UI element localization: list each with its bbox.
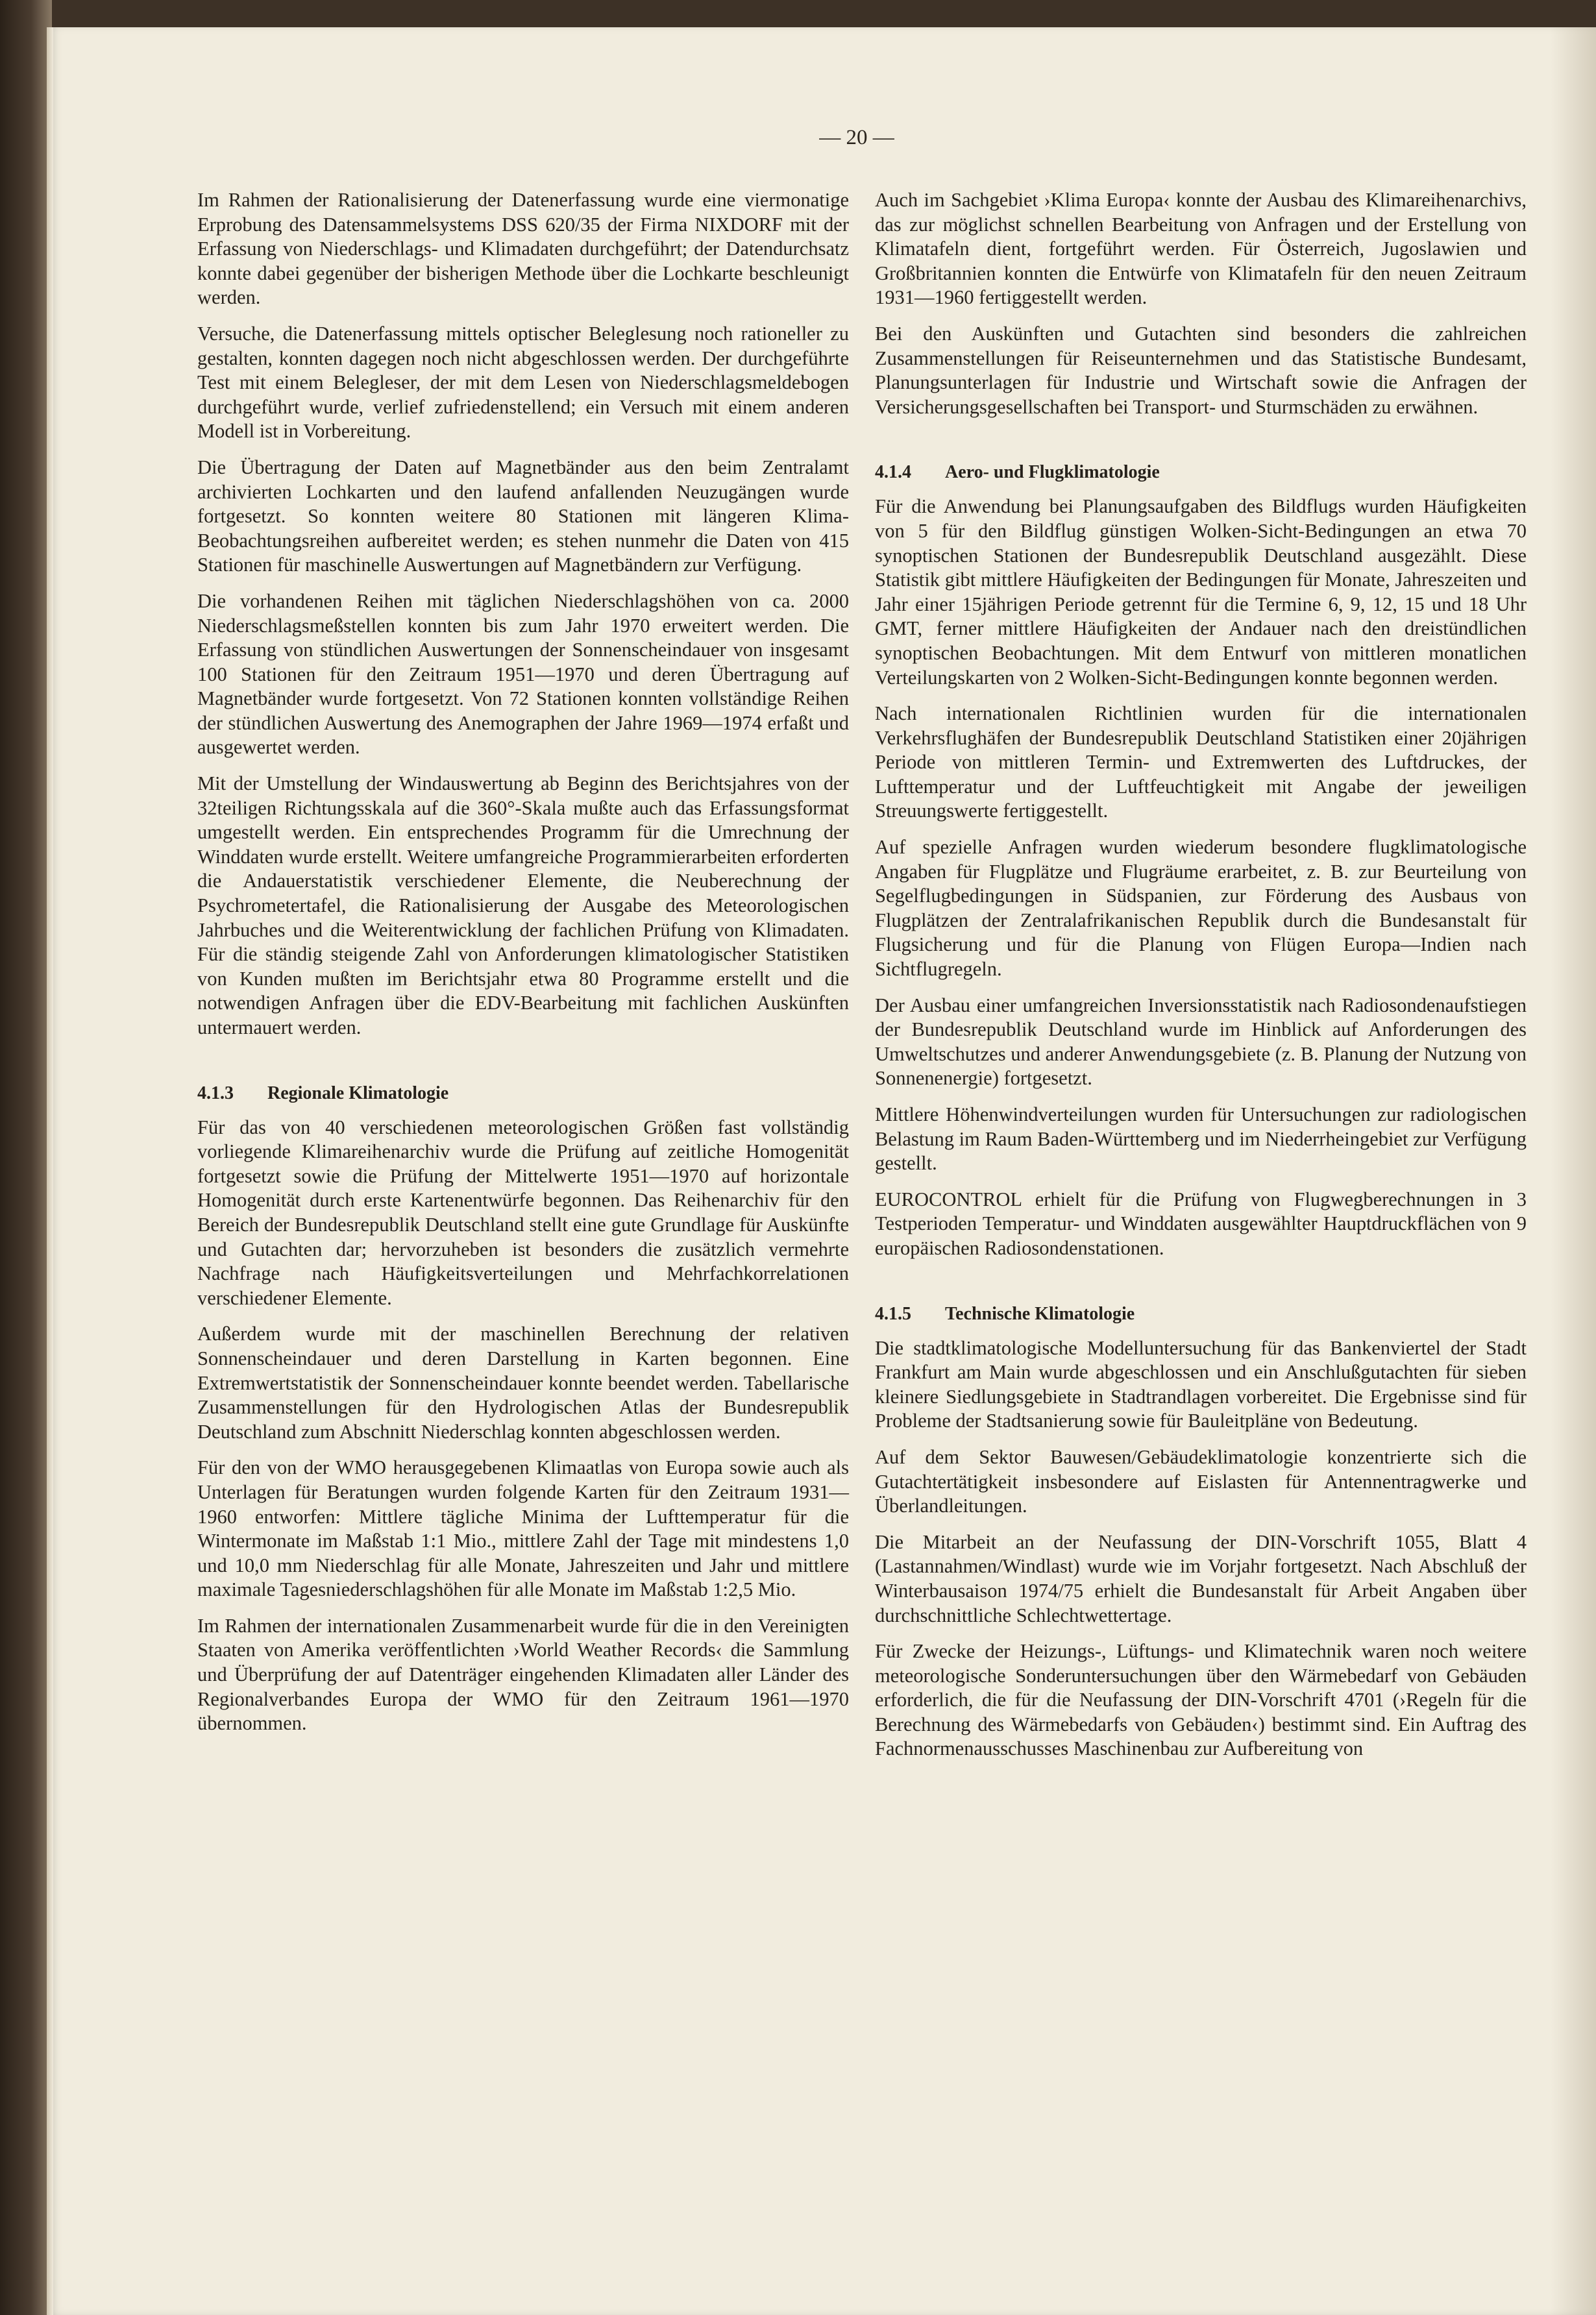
section-gap xyxy=(197,1052,849,1082)
paragraph: Bei den Auskünften und Gutachten sind besonders die zahlreichen Zusammenstellungen für Reiseunternehmen und das Statistische Bundesamt, Planungsunterlagen für Industrie und Wirtschaft sowie die Anfragen der Versicherungsgesellschaften bei Transport- und Sturmschäden zu erwähnen. xyxy=(875,322,1527,418)
paragraph: EUROCONTROL erhielt für die Prüfung von Flugwegberechnungen in 3 Testperioden Temperatur- und Winddaten ausgewählter Hauptdruckflächen von 9 europäischen Radiosondenstationen. xyxy=(875,1188,1527,1259)
paragraph: Für den von der WMO herausgegebenen Klimaatlas von Europa sowie auch als Unterlagen für Beratungen wurden folgende Karten für den Zeitraum 1931—1960 entworfen: Mittlere tägliche Minima der Lufttemperatur für die Wintermonate im Maßstab 1:1 Mio., mittlere Zahl der Tage mit mindestens 1,0 und 10,0 mm Niederschlag für alle Monate, Jahreszeiten und Jahr und mittlere maximale Tagesniederschlagshöhen für alle Monate im Maßstab 1:2,5 Mio. xyxy=(197,1456,849,1601)
paragraph: Für die Anwendung bei Planungsaufgaben des Bildflugs wurden Häufigkeiten von 5 für den Bildflug günstigen Wolken-Sicht-Bedingungen an etwa 70 synoptischen Stationen der Bundesrepublik Deutschland ausgezählt. Diese Statistik gibt mittlere Häufigkeiten der Bedingungen für Monate, Jahreszeiten und Jahr einer 15jährigen Periode getrennt für die Termine 6, 9, 12, 15 und 18 Uhr GMT, ferner mittlere Häufigkeiten der Andauer nach den dreistündlichen synoptischen Beobachtungen. Mit dem Entwurf von mittleren monatlichen Verteilungskarten von 2 Wolken-Sicht-Bedingungen konnte begonnen werden. xyxy=(875,495,1527,689)
paragraph: Die Übertragung der Daten auf Magnetbänder aus den beim Zentralamt archivierten Lochkarten und den laufend anfallenden Neuzugängen wurde fortgesetzt. So konnten weitere 80 Stationen mit längeren Klima-Beobachtungsreihen aufbereitet werden; es stehen nunmehr die Daten von 415 Stationen für maschinelle Auswertungen auf Magnetbändern zur Verfügung. xyxy=(197,456,849,576)
left-column xyxy=(197,188,849,1748)
paragraph: Mit der Umstellung der Windauswertung ab Beginn des Berichtsjahres von der 32teiligen Richtungsskala auf die 360°-Skala mußte auch das Erfassungsformat umgestellt werden. Ein entsprechendes Programm für die Umrechnung der Winddaten wurde erstellt. Weitere umfangreiche Programmierarbeiten erforderten die Andauerstatistik verschiedener Elemente, die Neuberechnung der Psychrometertafel, die Rationalisierung der Ausgabe des Meteorologischen Jahrbuches und die Weiterentwicklung der fachlichen Prüfung von Klimadaten. Für die ständig steigende Zahl von Anforderungen klimatologischer Statistiken von Kunden mußten im Berichtsjahr etwa 80 Programme erstellt und die notwendigen Anfragen über die EDV-Bearbeitung mit fachlichen Auskünften untermauert werden. xyxy=(197,772,849,1038)
paragraph: Der Ausbau einer umfangreichen Inversionsstatistik nach Radiosondenaufstiegen der Bundesrepublik Deutschland wurde im Hinblick auf Anforderungen des Umweltschutzes und anderer Anwendungsgebiete (z. B. Planung der Nutzung von Sonnenenergie) fortgesetzt. xyxy=(875,994,1527,1090)
paragraph: Die vorhandenen Reihen mit täglichen Niederschlagshöhen von ca. 2000 Niederschlagsmeßstellen konnten bis zum Jahr 1970 erweitert werden. Die Erfassung von stündlichen Auswertungen der Sonnenscheindauer von insgesamt 100 Stationen für den Zeitraum 1951—1970 und deren Übertragung auf Magnetbänder wurde fortgesetzt. Von 72 Stationen konnten vollständige Reihen der stündlichen Auswertung des Anemographen der Jahre 1969—1974 erfaßt und ausgewertet werden. xyxy=(197,589,849,759)
section-heading xyxy=(875,1303,1527,1326)
page-number: — 20 — xyxy=(819,126,894,149)
paragraph: Auf dem Sektor Bauwesen/Gebäudeklimatologie konzentrierte sich die Gutachtertätigkeit insbesondere auf Eislasten für Antennentragwerke und Überlandleitungen. xyxy=(875,1445,1527,1517)
section-heading xyxy=(875,461,1527,484)
paragraph: Im Rahmen der internationalen Zusammenarbeit wurde für die in den Vereinigten Staaten von Amerika veröffentlichten ›World Weather Records‹ die Sammlung und Überprüfung der auf Datenträger eingehenden Klimadaten aller Länder des Regionalverbandes Europa der WMO für den Zeitraum 1961—1970 übernommen. xyxy=(197,1614,849,1735)
paragraph: Die stadtklimatologische Modelluntersuchung für das Bankenviertel der Stadt Frankfurt am Main wurde abgeschlossen und ein Anschlußgutachten für sieben kleinere Siedlungsgebiete in Stadtrandlagen vorbereitet. Die Ergebnisse sind für Probleme der Stadtsanierung sowie für Bauleitpläne von Bedeutung. xyxy=(875,1336,1527,1432)
paragraph: Auch im Sachgebiet ›Klima Europa‹ konnte der Ausbau des Klimareihenarchivs, das zur möglichst schnellen Bearbeitung von Anfragen und der Erstellung von Klimatafeln dient, fortgeführt werden. Für Österreich, Jugoslawien und Großbritannien konnten die Entwürfe von Klimatafeln für den neuen Zeitraum 1931—1960 fertiggestellt werden. xyxy=(875,189,1527,309)
section-number: 4.1.5 xyxy=(875,1303,911,1324)
paragraph: Mittlere Höhenwindverteilungen wurden für Untersuchungen zur radiologischen Belastung im Raum Baden-Württemberg und im Niederrheingebiet zur Verfügung gestellt. xyxy=(875,1103,1527,1175)
section-number: 4.1.3 xyxy=(197,1083,234,1103)
section-title: Aero- und Flugklimatologie xyxy=(945,462,1160,483)
page-edge xyxy=(47,27,53,2315)
scan-background xyxy=(0,0,52,2315)
page-curvature-shade xyxy=(1551,27,1596,2315)
section-heading xyxy=(197,1082,849,1105)
section-title: Technische Klimatologie xyxy=(945,1303,1135,1324)
section-gap xyxy=(875,1273,1527,1303)
paragraph: Für das von 40 verschiedenen meteorologischen Größen fast vollständig vorliegende Klimareihenarchiv wurde die Prüfung auf zeitliche Homogenität fortgesetzt sowie die Prüfung der Mittelwerte 1951—1970 auf horizontale Homogenität durch erste Kartenentwürfe begonnen. Das Reihenarchiv für den Bereich der Bundesrepublik Deutschland stellt eine gute Grundlage für Auskünfte und Gutachten dar; hervorzuheben ist besonders die zusätzlich vermehrte Nachfrage nach Häufigkeitsverteilungen und Mehrfachkorrelationen verschiedener Elemente. xyxy=(197,1116,849,1309)
paragraph: Außerdem wurde mit der maschinellen Berechnung der relativen Sonnenscheindauer und deren Darstellung in Karten begonnen. Eine Extremwertstatistik der Sonnenscheindauer konnte beendet werden. Tabellarische Zusammenstellungen für den Hydrologischen Atlas der Bundesrepublik Deutschland zum Abschnitt Niederschlag konnten abgeschlossen werden. xyxy=(197,1323,849,1443)
section-title: Regionale Klimatologie xyxy=(267,1083,449,1103)
section-gap xyxy=(875,431,1527,461)
paragraph: Im Rahmen der Rationalisierung der Datenerfassung wurde eine viermonatige Erprobung des Datensammelsystems DSS 620/35 der Firma NIXDORF mit der Erfassung von Niederschlags- und Klimadaten durchgeführt; der Datendurchsatz konnte dabei gegenüber der bisherigen Methode über die Lochkarte beschleunigt werden. xyxy=(197,189,849,309)
paragraph: Für Zwecke der Heizungs-, Lüftungs- und Klimatechnik waren noch weitere meteorologische Sonderuntersuchungen über den Wärmebedarf von Gebäuden erforderlich, die für die Neufassung der DIN-Vorschrift 4701 (›Regeln für die Berechnung des Wärmebedarfs von Gebäuden‹) bestimmt sind. Ein Auftrag des Fachnormenausschusses Maschinenbau zur Aufbereitung von xyxy=(875,1640,1527,1760)
paragraph: Nach internationalen Richtlinien wurden für die internationalen Verkehrsflughäfen der Bundesrepublik Deutschland Statistiken einer 20jährigen Periode von mittleren Termin- und Extremwerten des Luftdruckes, der Lufttemperatur und der Luftfeuchtigkeit mit Angabe der jeweiligen Streuungswerte fertiggestellt. xyxy=(875,702,1527,822)
paragraph: Die Mitarbeit an der Neufassung der DIN-Vorschrift 1055, Blatt 4 (Lastannahmen/Windlast) wurde wie im Vorjahr fortgesetzt. Nach Abschluß der Winterbausaison 1974/75 erhielt die Bundesanstalt für Arbeit Angaben über durchschnittliche Schlechtwettertage. xyxy=(875,1530,1527,1626)
section-number: 4.1.4 xyxy=(875,462,911,483)
paragraph: Auf spezielle Anfragen wurden wiederum besondere flugklimatologische Angaben für Flugplätze und Flugräume erarbeitet, z. B. zur Beurteilung von Segelflugbedingungen in Südspanien, zur Förderung des Ausbaus von Flugplätzen der Zentralafrikanischen Republik durch die Bundesanstalt für Flugsicherung und für die Planung von Flügen Europa—Indien nach Sichtflugregeln. xyxy=(875,836,1527,981)
paragraph: Versuche, die Datenerfassung mittels optischer Beleglesung noch rationeller zu gestalten, konnten dagegen noch nicht abgeschlossen werden. Der durchgeführte Test mit einem Belegleser, der mit dem Lesen von Niederschlagsmeldebogen durchgeführt wurde, verlief zufriedenstellend; ein Versuch mit einem anderen Modell ist in Vorbereitung. xyxy=(197,322,849,443)
right-column xyxy=(875,188,1527,1773)
